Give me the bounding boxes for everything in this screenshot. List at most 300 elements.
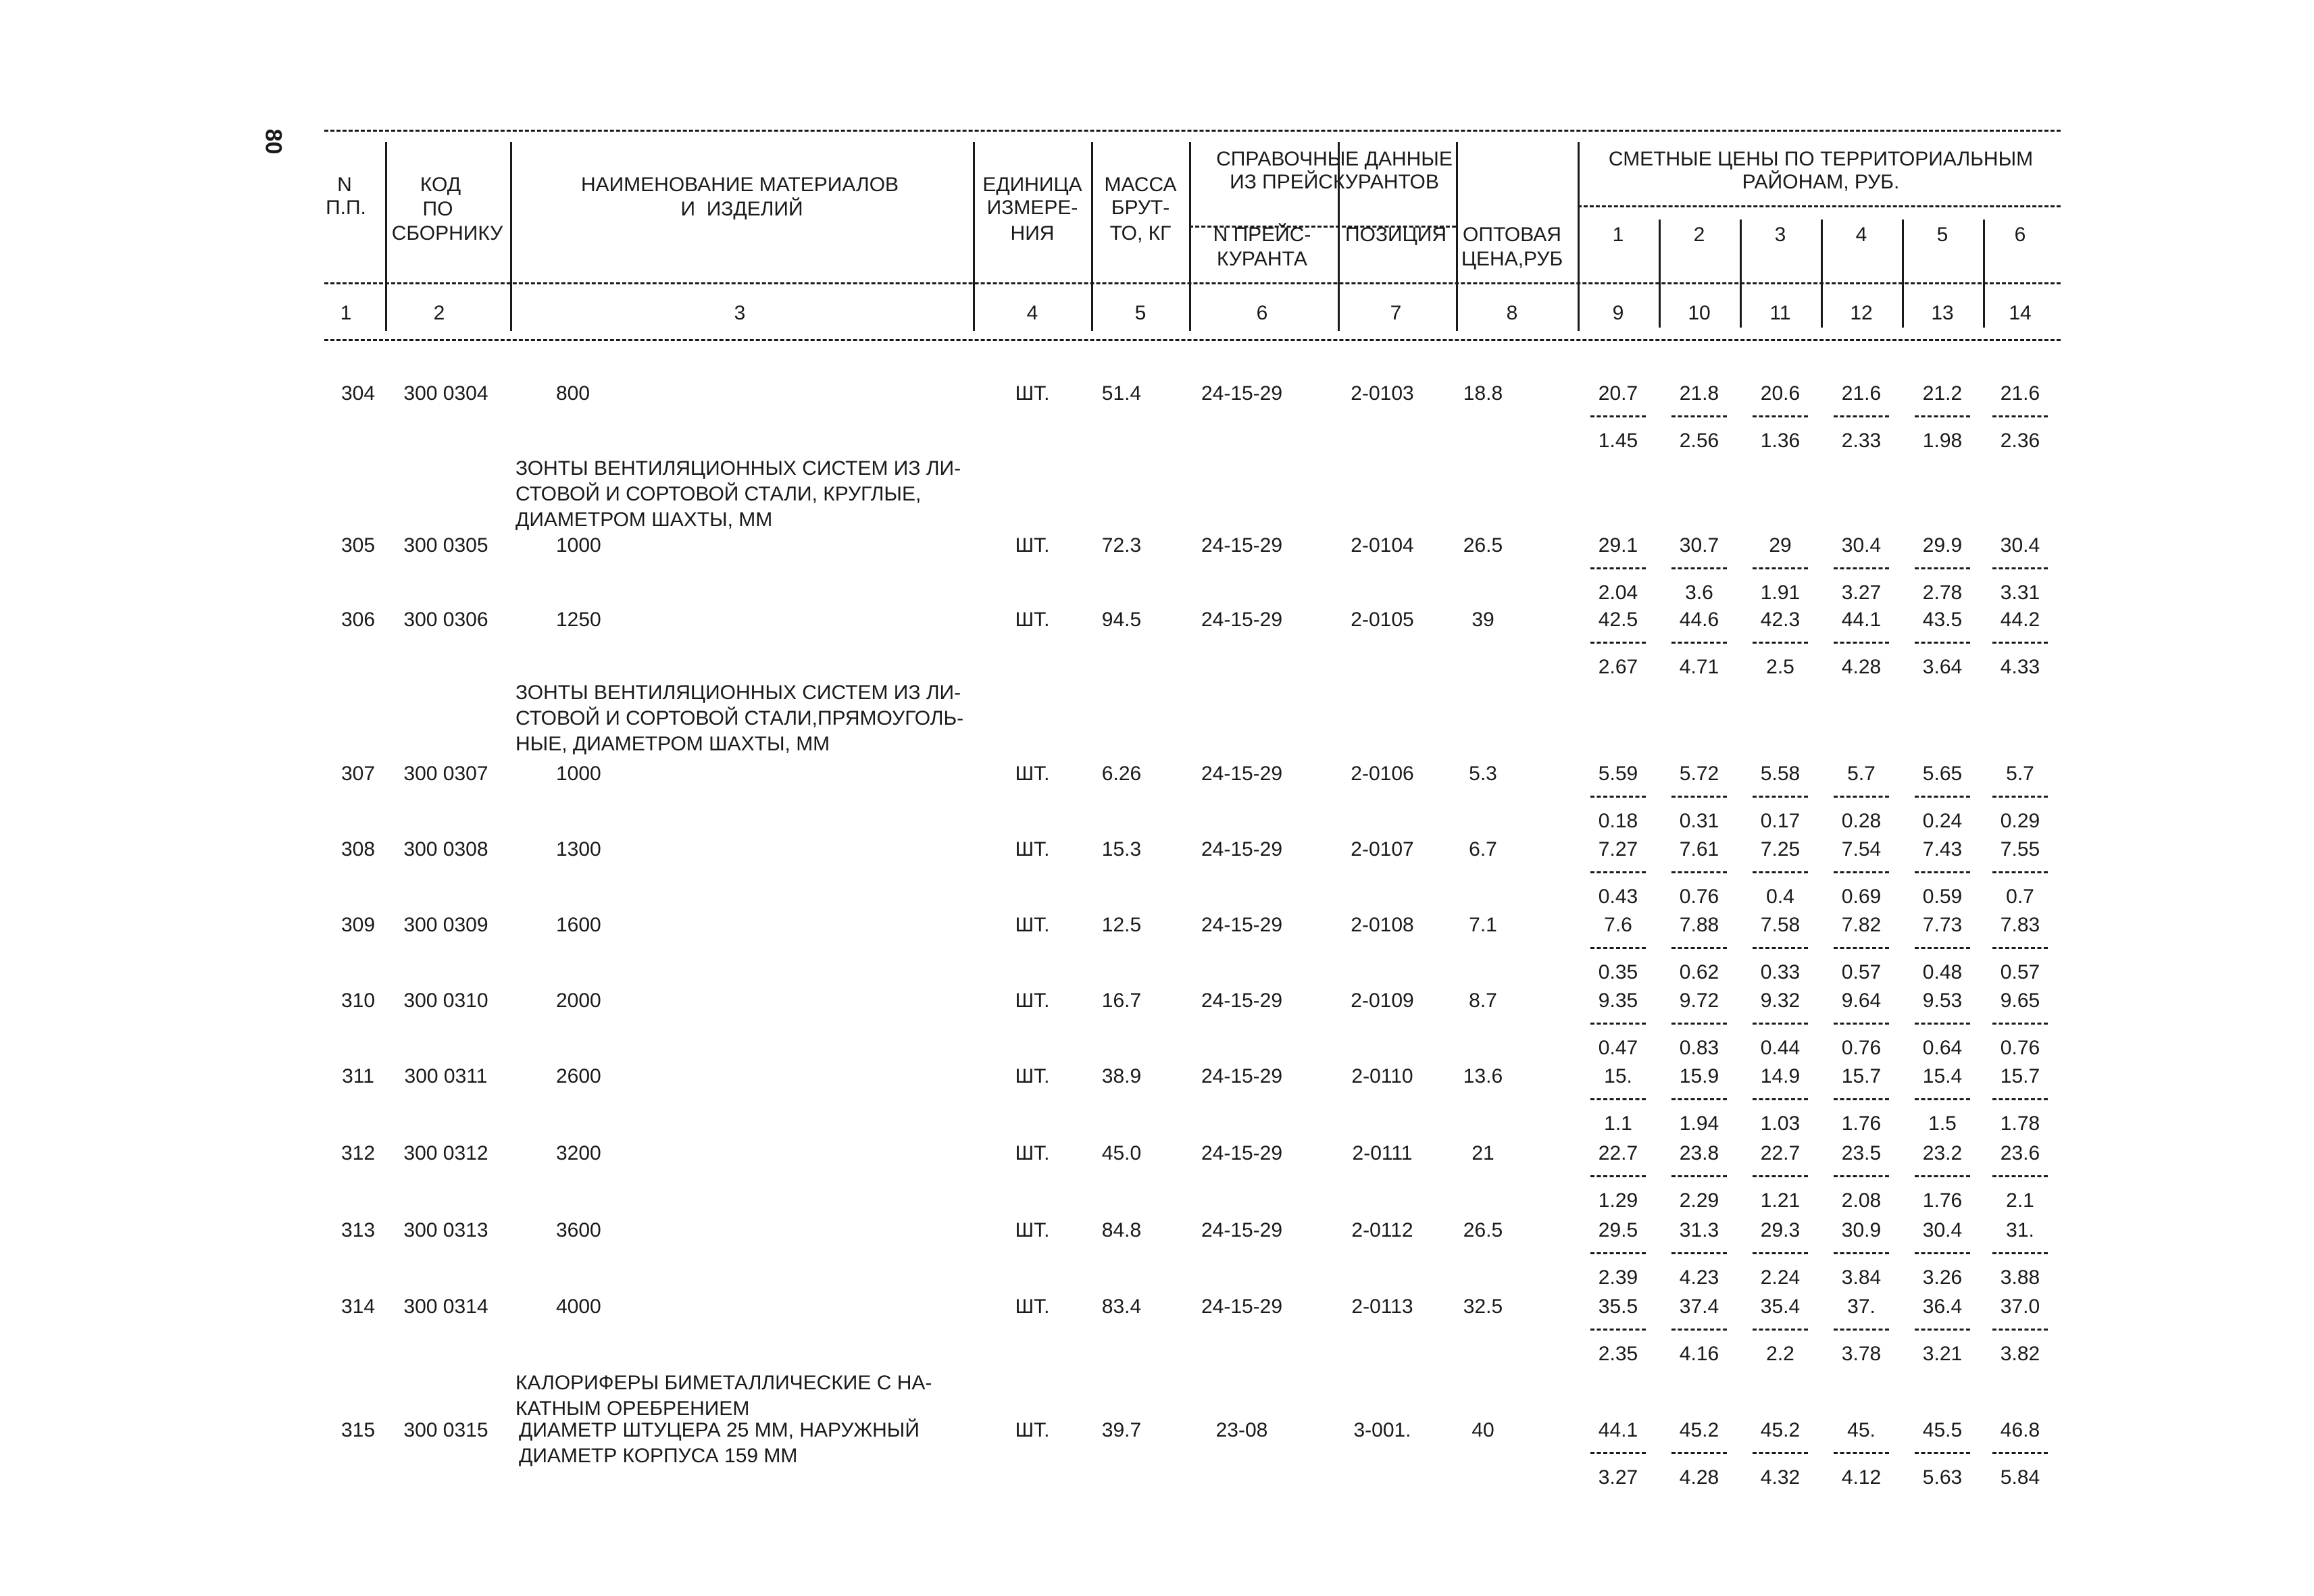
row-price-sub: 1.36	[1760, 430, 1801, 452]
column-number: 9	[1612, 302, 1624, 324]
fraction-rule	[1590, 796, 1646, 798]
fraction-rule	[1834, 567, 1889, 569]
row-mass: 38.9	[1101, 1065, 1142, 1087]
fraction-rule	[1590, 1023, 1646, 1025]
header-unit: ЕДИНИЦА	[982, 174, 1082, 196]
row-number: 315	[341, 1419, 376, 1441]
row-position: 2-0106	[1351, 763, 1414, 785]
fraction-rule	[1992, 947, 2048, 949]
row-price-sub: 1.76	[1841, 1112, 1882, 1135]
row-price: 20.6	[1760, 382, 1801, 405]
row-code: 300 0311	[404, 1065, 488, 1087]
row-price-sub: 3.26	[1922, 1266, 1963, 1289]
row-price: 7.88	[1679, 914, 1719, 936]
row-price: 9.65	[2000, 989, 2040, 1012]
row-price: 15.7	[1841, 1065, 1882, 1087]
row-price: 5.59	[1598, 763, 1638, 785]
row-price-sub: 5.84	[2000, 1466, 2040, 1489]
header-position: ПОЗИЦИЯ	[1345, 224, 1447, 246]
row-price-sub: 1.76	[1922, 1189, 1963, 1212]
row-wholesale: 21	[1472, 1142, 1494, 1164]
fraction-rule	[1834, 642, 1889, 644]
row-price: 29.9	[1922, 534, 1963, 557]
row-price-sub: 0.59	[1922, 885, 1963, 908]
column-number: 10	[1688, 302, 1711, 324]
header-wholesale: ЦЕНА,РУБ	[1461, 248, 1563, 270]
fraction-rule	[1915, 1252, 1970, 1254]
fraction-rule	[1671, 642, 1727, 644]
fraction-rule	[1671, 871, 1727, 873]
row-wholesale: 7.1	[1469, 914, 1497, 936]
fraction-rule	[1992, 1329, 2048, 1331]
row-name: 2600	[556, 1065, 601, 1087]
fraction-rule	[1753, 1329, 1808, 1331]
header-code: ПО	[422, 198, 453, 220]
row-price-sub: 2.67	[1598, 656, 1638, 678]
row-price-sub: 0.43	[1598, 885, 1638, 908]
row-price: 20.7	[1598, 382, 1638, 405]
fraction-rule	[1590, 871, 1646, 873]
row-price: 22.7	[1598, 1142, 1638, 1164]
row-price: 44.1	[1598, 1419, 1638, 1441]
row-wholesale: 40	[1472, 1419, 1494, 1441]
row-price-sub: 0.76	[1679, 885, 1719, 908]
row-price-sub: 2.33	[1841, 430, 1882, 452]
row-pricelist: 24-15-29	[1201, 1142, 1283, 1164]
row-price-sub: 1.29	[1598, 1189, 1638, 1212]
row-pricelist: 24-15-29	[1201, 382, 1283, 405]
header-code: СБОРНИКУ	[391, 222, 503, 244]
header-ref-title: ИЗ ПРЕЙСКУРАНТОВ	[1230, 171, 1439, 193]
fraction-rule	[1992, 871, 2048, 873]
header-bottom-rule	[324, 339, 2061, 341]
header-region-6: 6	[2014, 224, 2026, 246]
section-heading: ДИАМЕТРОМ ШАХТЫ, ММ	[515, 509, 773, 531]
row-price-sub: 2.24	[1760, 1266, 1801, 1289]
fraction-rule	[1834, 415, 1889, 417]
row-position: 2-0104	[1351, 534, 1414, 557]
row-wholesale: 5.3	[1469, 763, 1497, 785]
fraction-rule	[1671, 1329, 1727, 1331]
header-region-3: 3	[1774, 224, 1786, 246]
row-price-sub: 0.62	[1679, 961, 1719, 983]
fraction-rule	[1992, 1175, 2048, 1177]
row-price: 7.27	[1598, 838, 1638, 860]
row-unit: ШТ.	[1015, 989, 1050, 1012]
row-name: 3600	[556, 1219, 601, 1241]
row-price-sub: 0.64	[1922, 1037, 1963, 1059]
row-price: 42.5	[1598, 609, 1638, 631]
fraction-rule	[1671, 1175, 1727, 1177]
row-wholesale: 26.5	[1463, 534, 1503, 557]
row-price: 7.61	[1679, 838, 1719, 860]
row-price-sub: 1.5	[1928, 1112, 1957, 1135]
row-price-sub: 0.57	[1841, 961, 1882, 983]
row-price: 9.72	[1679, 989, 1719, 1012]
row-price-sub: 0.83	[1679, 1037, 1719, 1059]
row-mass: 72.3	[1101, 534, 1142, 557]
row-price-sub: 0.44	[1760, 1037, 1801, 1059]
row-price: 23.8	[1679, 1142, 1719, 1164]
fraction-rule	[1915, 871, 1970, 873]
row-wholesale: 26.5	[1463, 1219, 1503, 1241]
row-unit: ШТ.	[1015, 1295, 1050, 1318]
header-pricelist: N ПРЕЙС-	[1213, 224, 1311, 246]
row-position: 2-0110	[1351, 1065, 1413, 1087]
row-unit: ШТ.	[1015, 838, 1050, 860]
row-price-sub: 3.82	[2000, 1343, 2040, 1365]
row-position: 2-0103	[1351, 382, 1414, 405]
fraction-rule	[1753, 871, 1808, 873]
fraction-rule	[1671, 1023, 1727, 1025]
row-price-sub: 1.78	[2000, 1112, 2040, 1135]
fraction-rule	[1834, 1329, 1889, 1331]
row-pricelist: 24-15-29	[1201, 609, 1283, 631]
row-unit: ШТ.	[1015, 1419, 1050, 1441]
row-number: 312	[341, 1142, 376, 1164]
row-price: 44.1	[1841, 609, 1882, 631]
header-code: КОД	[420, 174, 461, 196]
row-price-sub: 5.63	[1922, 1466, 1963, 1489]
row-name: 1600	[556, 914, 601, 936]
fraction-rule	[1753, 1252, 1808, 1254]
row-price-sub: 1.45	[1598, 430, 1638, 452]
row-price-sub: 4.28	[1841, 656, 1882, 678]
section-heading: КАЛОРИФЕРЫ БИМЕТАЛЛИЧЕСКИЕ С НА-	[515, 1372, 932, 1394]
row-price: 7.43	[1922, 838, 1963, 860]
fraction-rule	[1992, 1252, 2048, 1254]
row-price-sub: 2.2	[1766, 1343, 1794, 1365]
row-price: 21.2	[1922, 382, 1963, 405]
row-price: 14.9	[1760, 1065, 1801, 1087]
row-price-sub: 1.03	[1760, 1112, 1801, 1135]
fraction-rule	[1590, 1098, 1646, 1100]
row-price-sub: 3.64	[1922, 656, 1963, 678]
row-price-sub: 2.78	[1922, 582, 1963, 604]
fraction-rule	[1915, 415, 1970, 417]
row-price: 5.7	[1847, 763, 1876, 785]
row-price: 5.72	[1679, 763, 1719, 785]
row-mass: 39.7	[1101, 1419, 1142, 1441]
row-price-sub: 1.21	[1760, 1189, 1801, 1212]
row-unit: ШТ.	[1015, 534, 1050, 557]
header-ref-title: СПРАВОЧНЫЕ ДАННЫЕ	[1216, 148, 1453, 170]
row-code: 300 0308	[403, 838, 488, 860]
header-mass: ТО, КГ	[1109, 222, 1172, 244]
row-price: 44.6	[1679, 609, 1719, 631]
row-price: 37.0	[2000, 1295, 2040, 1318]
row-name: 800	[556, 382, 590, 405]
row-price-sub: 0.76	[1841, 1037, 1882, 1059]
fraction-rule	[1590, 642, 1646, 644]
row-mass: 6.26	[1101, 763, 1142, 785]
row-number: 309	[341, 914, 376, 936]
header-name: И ИЗДЕЛИЙ	[680, 198, 803, 220]
column-number: 13	[1931, 302, 1954, 324]
fraction-rule	[1992, 415, 2048, 417]
row-price-sub: 1.98	[1922, 430, 1963, 452]
row-price-sub: 0.28	[1841, 810, 1882, 832]
row-price-sub: 3.31	[2000, 582, 2040, 604]
fraction-rule	[1671, 947, 1727, 949]
row-name: ДИАМЕТР КОРПУСА 159 ММ	[519, 1445, 798, 1467]
fraction-rule	[1590, 415, 1646, 417]
row-price: 7.55	[2000, 838, 2040, 860]
row-wholesale: 8.7	[1469, 989, 1497, 1012]
row-price-sub: 0.4	[1766, 885, 1794, 908]
section-heading: КАТНЫМ ОРЕБРЕНИЕМ	[515, 1397, 750, 1420]
row-price: 43.5	[1922, 609, 1963, 631]
column-number: 8	[1506, 302, 1518, 324]
row-price: 15.	[1604, 1065, 1632, 1087]
section-heading: НЫЕ, ДИАМЕТРОМ ШАХТЫ, ММ	[515, 733, 830, 755]
fraction-rule	[1671, 1252, 1727, 1254]
row-price-sub: 3.6	[1685, 582, 1713, 604]
fraction-rule	[1992, 567, 2048, 569]
row-price: 9.53	[1922, 989, 1963, 1012]
row-code: 300 0305	[403, 534, 488, 557]
fraction-rule	[1834, 1175, 1889, 1177]
column-number: 12	[1850, 302, 1873, 324]
row-price-sub: 3.27	[1841, 582, 1882, 604]
row-price: 31.3	[1679, 1219, 1719, 1241]
row-code: 300 0309	[403, 914, 488, 936]
row-position: 2-0105	[1351, 609, 1414, 631]
row-price: 7.82	[1841, 914, 1882, 936]
column-number: 4	[1026, 302, 1038, 324]
row-price: 23.6	[2000, 1142, 2040, 1164]
row-number: 310	[341, 989, 376, 1012]
row-price-sub: 4.12	[1841, 1466, 1882, 1489]
row-number: 307	[341, 763, 376, 785]
row-price-sub: 0.33	[1760, 961, 1801, 983]
row-name: 1300	[556, 838, 601, 860]
row-price: 5.58	[1760, 763, 1801, 785]
row-price-sub: 0.48	[1922, 961, 1963, 983]
header-mid-rule	[324, 282, 2061, 284]
row-price-sub: 2.36	[2000, 430, 2040, 452]
row-price: 45.2	[1760, 1419, 1801, 1441]
row-price-sub: 0.24	[1922, 810, 1963, 832]
fraction-rule	[1992, 796, 2048, 798]
row-price-sub: 0.35	[1598, 961, 1638, 983]
row-code: 300 0312	[403, 1142, 488, 1164]
row-price-sub: 1.91	[1760, 582, 1801, 604]
row-price: 22.7	[1760, 1142, 1801, 1164]
row-mass: 12.5	[1101, 914, 1142, 936]
region-col-separator	[1902, 220, 1904, 328]
row-position: 3-001.	[1353, 1419, 1411, 1441]
fraction-rule	[1590, 1329, 1646, 1331]
row-price: 9.32	[1760, 989, 1801, 1012]
row-price: 7.58	[1760, 914, 1801, 936]
fraction-rule	[1834, 1452, 1889, 1454]
row-price: 37.4	[1679, 1295, 1719, 1318]
row-price-sub: 0.69	[1841, 885, 1882, 908]
row-price-sub: 1.94	[1679, 1112, 1719, 1135]
row-price-sub: 0.47	[1598, 1037, 1638, 1059]
row-price: 15.4	[1922, 1065, 1963, 1087]
fraction-rule	[1671, 1098, 1727, 1100]
fraction-rule	[1834, 871, 1889, 873]
fraction-rule	[1590, 567, 1646, 569]
header-unit: ИЗМЕРЕ-	[986, 197, 1078, 219]
row-price-sub: 4.33	[2000, 656, 2040, 678]
header-region-4: 4	[1855, 224, 1867, 246]
row-price-sub: 0.18	[1598, 810, 1638, 832]
row-wholesale: 6.7	[1469, 838, 1497, 860]
fraction-rule	[1834, 1023, 1889, 1025]
row-price-sub: 3.21	[1922, 1343, 1963, 1365]
fraction-rule	[1590, 947, 1646, 949]
row-code: 300 0304	[403, 382, 488, 405]
fraction-rule	[1671, 415, 1727, 417]
row-unit: ШТ.	[1015, 1219, 1050, 1241]
row-price-sub: 4.16	[1679, 1343, 1719, 1365]
row-name: 1250	[556, 609, 601, 631]
row-price: 29.5	[1598, 1219, 1638, 1241]
fraction-rule	[1834, 947, 1889, 949]
header-col-separator	[510, 142, 512, 331]
row-price: 15.7	[2000, 1065, 2040, 1087]
column-number: 1	[340, 302, 352, 324]
row-price-sub: 2.39	[1598, 1266, 1638, 1289]
fraction-rule	[1915, 1023, 1970, 1025]
header-wholesale: ОПТОВАЯ	[1463, 224, 1561, 246]
row-wholesale: 32.5	[1463, 1295, 1503, 1318]
row-price-sub: 4.71	[1679, 656, 1719, 678]
row-price: 7.54	[1841, 838, 1882, 860]
fraction-rule	[1590, 1452, 1646, 1454]
row-price: 30.9	[1841, 1219, 1882, 1241]
row-number: 305	[341, 534, 376, 557]
row-price: 30.4	[1922, 1219, 1963, 1241]
row-price: 21.8	[1679, 382, 1719, 405]
column-number: 7	[1390, 302, 1402, 324]
header-num: П.П.	[326, 197, 366, 219]
row-pricelist: 23-08	[1215, 1419, 1268, 1441]
row-unit: ШТ.	[1015, 1065, 1050, 1087]
row-price: 5.65	[1922, 763, 1963, 785]
row-number: 306	[341, 609, 376, 631]
header-col-separator	[1189, 142, 1191, 331]
fraction-rule	[1753, 796, 1808, 798]
row-number: 308	[341, 838, 376, 860]
row-position: 2-0112	[1351, 1219, 1413, 1241]
header-mass: БРУТ-	[1111, 197, 1170, 219]
row-price: 45.2	[1679, 1419, 1719, 1441]
row-price: 35.5	[1598, 1295, 1638, 1318]
row-wholesale: 39	[1472, 609, 1494, 631]
row-price: 23.2	[1922, 1142, 1963, 1164]
row-pricelist: 24-15-29	[1201, 914, 1283, 936]
row-code: 300 0306	[403, 609, 488, 631]
row-unit: ШТ.	[1015, 763, 1050, 785]
fraction-rule	[1753, 1452, 1808, 1454]
fraction-rule	[1671, 796, 1727, 798]
fraction-rule	[1915, 642, 1970, 644]
fraction-rule	[1915, 1452, 1970, 1454]
header-num: N	[337, 174, 352, 196]
fraction-rule	[1590, 1252, 1646, 1254]
row-price-sub: 2.29	[1679, 1189, 1719, 1212]
region-col-separator	[1983, 220, 1985, 328]
row-mass: 51.4	[1101, 382, 1142, 405]
fraction-rule	[1915, 1329, 1970, 1331]
row-price-sub: 4.23	[1679, 1266, 1719, 1289]
row-price: 42.3	[1760, 609, 1801, 631]
row-position: 2-0108	[1351, 914, 1414, 936]
row-position: 2-0111	[1352, 1142, 1413, 1164]
column-number: 5	[1134, 302, 1147, 324]
row-price-sub: 0.57	[2000, 961, 2040, 983]
header-pricelist: КУРАНТА	[1217, 248, 1307, 270]
fraction-rule	[1915, 796, 1970, 798]
header-name: НАИМЕНОВАНИЕ МАТЕРИАЛОВ	[580, 174, 899, 196]
row-price-sub: 2.35	[1598, 1343, 1638, 1365]
row-unit: ШТ.	[1015, 609, 1050, 631]
row-price: 7.73	[1922, 914, 1963, 936]
row-price: 9.35	[1598, 989, 1638, 1012]
row-unit: ШТ.	[1015, 914, 1050, 936]
row-price-sub: 1.1	[1604, 1112, 1632, 1135]
row-price-sub: 0.17	[1760, 810, 1801, 832]
fraction-rule	[1671, 567, 1727, 569]
row-number: 304	[341, 382, 376, 405]
row-price: 21.6	[1841, 382, 1882, 405]
fraction-rule	[1992, 1098, 2048, 1100]
row-name: 1000	[556, 763, 601, 785]
row-unit: ШТ.	[1015, 382, 1050, 405]
fraction-rule	[1992, 1023, 2048, 1025]
page-number: 80	[260, 128, 286, 155]
row-price: 29.1	[1598, 534, 1638, 557]
fraction-rule	[1992, 1452, 2048, 1454]
row-price: 37.	[1847, 1295, 1876, 1318]
row-price: 45.5	[1922, 1419, 1963, 1441]
region-col-separator	[1740, 220, 1742, 328]
row-number: 314	[341, 1295, 376, 1318]
row-price-sub: 0.76	[2000, 1037, 2040, 1059]
header-region-5: 5	[1936, 224, 1948, 246]
row-name: 1000	[556, 534, 601, 557]
row-price-sub: 4.32	[1760, 1466, 1801, 1489]
row-price: 30.4	[2000, 534, 2040, 557]
fraction-rule	[1753, 1023, 1808, 1025]
row-price: 29.3	[1760, 1219, 1801, 1241]
row-mass: 15.3	[1101, 838, 1142, 860]
row-price: 7.6	[1604, 914, 1632, 936]
row-code: 300 0315	[403, 1419, 488, 1441]
row-wholesale: 13.6	[1463, 1065, 1503, 1087]
row-unit: ШТ.	[1015, 1142, 1050, 1164]
row-price-sub: 2.1	[2006, 1189, 2034, 1212]
section-heading: СТОВОЙ И СОРТОВОЙ СТАЛИ,ПРЯМОУГОЛЬ-	[515, 707, 964, 729]
row-name: 2000	[556, 989, 601, 1012]
fraction-rule	[1753, 1175, 1808, 1177]
row-price-sub: 4.28	[1679, 1466, 1719, 1489]
fraction-rule	[1753, 1098, 1808, 1100]
fraction-rule	[1915, 947, 1970, 949]
fraction-rule	[1992, 642, 2048, 644]
row-name: 4000	[556, 1295, 601, 1318]
fraction-rule	[1753, 415, 1808, 417]
row-price: 29	[1769, 534, 1792, 557]
row-wholesale: 18.8	[1463, 382, 1503, 405]
row-price: 15.9	[1679, 1065, 1719, 1087]
row-pricelist: 24-15-29	[1201, 1065, 1283, 1087]
row-pricelist: 24-15-29	[1201, 1295, 1283, 1318]
